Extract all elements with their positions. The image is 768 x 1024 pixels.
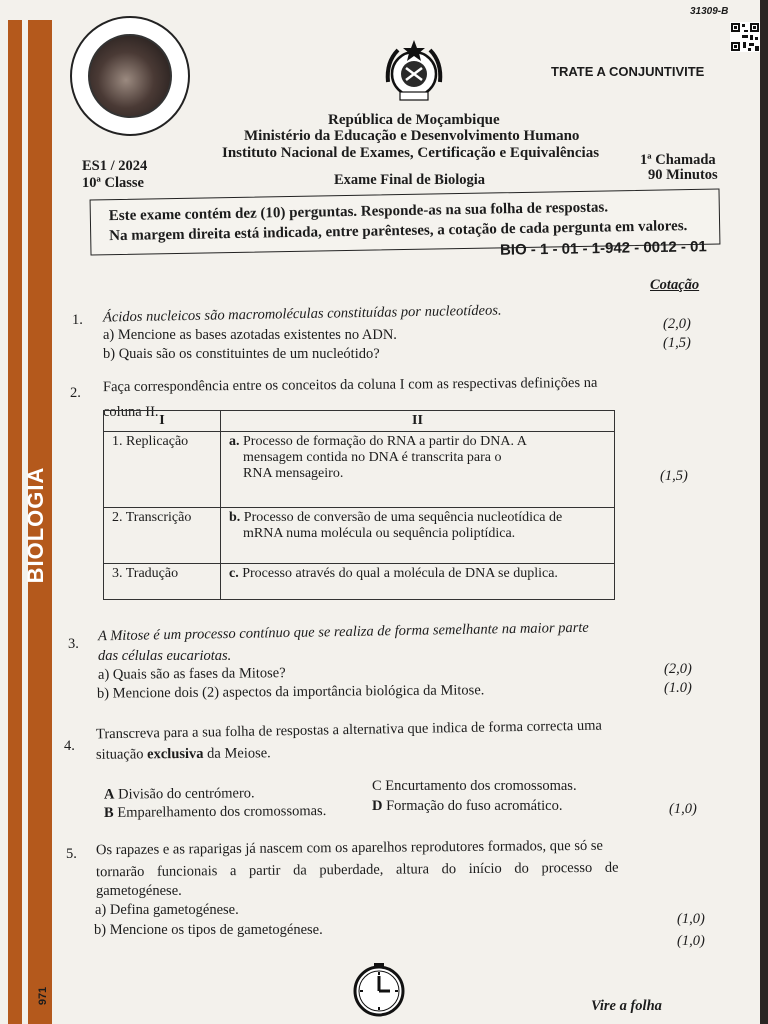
concept-cell: 3. Tradução xyxy=(104,564,221,600)
q4-points: (1,0) xyxy=(669,801,697,817)
q3-a-points: (2,0) xyxy=(664,661,692,677)
definition-text: mensagem contida no DNA é transcrita para o xyxy=(243,450,502,465)
q5-stem-line-2: tornarão funcionais a partir da puberdade, altura do início do processo de xyxy=(95,859,619,881)
q5-b: b) Mencione os tipos de gametogénese. xyxy=(94,922,323,938)
definition-letter: a. xyxy=(229,434,240,449)
definition-text: mRNA numa molécula ou sequência poliptídica. xyxy=(243,526,516,541)
q5-stem-line-1: Os rapazes e as raparigas já nascem com os aparelhos reprodutores formados, que só se xyxy=(95,837,603,859)
exam-title: Exame Final de Biologia xyxy=(334,172,486,188)
q4-stem-line-1: Transcreva para a sua folha de respostas a alternativa que indica de forma correcta uma xyxy=(95,717,603,743)
table-row xyxy=(104,432,615,508)
definition-text: Processo de conversão de uma sequência nucleotídica de xyxy=(243,510,563,525)
republic-heading: República de Moçambique xyxy=(328,112,500,128)
column-1-header: I xyxy=(104,411,221,432)
institute-heading: Instituto Nacional de Exames, Certificação e Equivalências xyxy=(222,145,600,161)
q1-b-points: (1,5) xyxy=(663,335,691,351)
q3-stem-line-1: A Mitose é um processo contínuo que se realiza de forma semelhante na maior parte xyxy=(97,619,589,645)
document-code: 31309-B xyxy=(690,6,729,17)
definition-cell xyxy=(221,564,615,600)
qr-code-icon xyxy=(730,22,760,52)
q2-stem-line-2: coluna II. xyxy=(103,404,159,420)
definition-letter: b. xyxy=(229,510,241,525)
q1-number: 1. xyxy=(72,312,83,328)
q3-b: b) Mencione dois (2) aspectos da importância biológica da Mitose. xyxy=(96,682,485,702)
q2-points: (1,5) xyxy=(660,468,688,484)
definition-letter: c. xyxy=(229,566,239,581)
q5-a: a) Defina gametogénese. xyxy=(95,902,239,918)
q5-stem-line-3: gametogénese. xyxy=(96,883,182,899)
ministry-heading: Ministério da Educação e Desenvolvimento Humano xyxy=(244,128,580,144)
q4-option-b: B Emparelhamento dos cromossomas. xyxy=(103,803,327,821)
q1-b: b) Quais são os constituintes de um nucleótido? xyxy=(103,346,380,362)
page-code: 971 xyxy=(37,986,50,1006)
q3-stem-line-2: das células eucariotas. xyxy=(98,648,232,664)
cotacao-label: Cotação xyxy=(650,277,700,293)
q1-stem: Ácidos nucleicos são macromoléculas constituídas por nucleotídeos. xyxy=(102,302,502,326)
subject-side-label: BIOLOGIA xyxy=(23,466,48,584)
grade-label: 10ª Classe xyxy=(82,175,144,191)
instructions-line-1: Este exame contém dez (10) perguntas. Responde-as na sua folha de respostas. xyxy=(108,199,609,225)
table-row xyxy=(104,508,615,564)
q1-a: a) Mencione as bases azotadas existentes no ADN. xyxy=(103,327,397,343)
coat-of-arms-icon xyxy=(380,38,448,104)
q3-b-points: (1.0) xyxy=(664,680,692,696)
definition-text: Processo de formação do RNA a partir do DNA. A xyxy=(243,434,527,449)
definition-text: Processo através do qual a molécula de DNA se duplica. xyxy=(242,566,558,581)
table-row xyxy=(104,564,615,600)
q4-option-a: A Divisão do centrómero. xyxy=(103,785,255,803)
q4-number: 4. xyxy=(64,738,75,754)
concept-cell: 2. Transcrição xyxy=(104,508,221,564)
q3-a: a) Quais são as fases da Mitose? xyxy=(97,665,286,683)
turn-page-note: Vire a folha xyxy=(591,998,662,1014)
stamp-photo xyxy=(88,34,172,118)
definition-cell xyxy=(221,508,615,564)
q2-stem-line-1: Faça correspondência entre os conceitos da coluna I com as respectivas definições na xyxy=(102,374,598,396)
definition-cell xyxy=(221,432,615,508)
definition-text: RNA mensageiro. xyxy=(243,466,344,481)
duration-label: 90 Minutos xyxy=(648,167,718,183)
q5-a-points: (1,0) xyxy=(677,911,705,927)
q4-stem-line-2: situação exclusiva da Meiose. xyxy=(95,745,271,763)
q3-number: 3. xyxy=(68,636,79,652)
conjunctivitis-campaign-stamp xyxy=(70,16,190,136)
exam-id: BIO - 1 - 01 - 1-942 - 0012 - 01 xyxy=(499,238,707,259)
column-2-header: II xyxy=(221,411,615,432)
exam-code: ES1 / 2024 xyxy=(82,158,148,174)
q4-option-c: C Encurtamento dos cromossomas. xyxy=(372,778,577,794)
q4-option-d: D Formação do fuso acromático. xyxy=(372,798,563,814)
q5-number: 5. xyxy=(66,846,77,862)
q1-a-points: (2,0) xyxy=(663,316,691,332)
clock-icon xyxy=(352,962,406,1018)
concept-cell: 1. Replicação xyxy=(104,432,221,508)
matching-table-header xyxy=(104,411,615,432)
q2-number: 2. xyxy=(70,385,81,401)
instructions-line-2: Na margem direita está indicada, entre parênteses, a cotação de cada pergunta em valores. xyxy=(109,218,688,245)
call-label: 1ª Chamada xyxy=(640,152,716,168)
campaign-title: TRATE A CONJUNTIVITE xyxy=(551,64,705,79)
q5-b-points: (1,0) xyxy=(677,933,705,949)
matching-table xyxy=(103,410,615,600)
